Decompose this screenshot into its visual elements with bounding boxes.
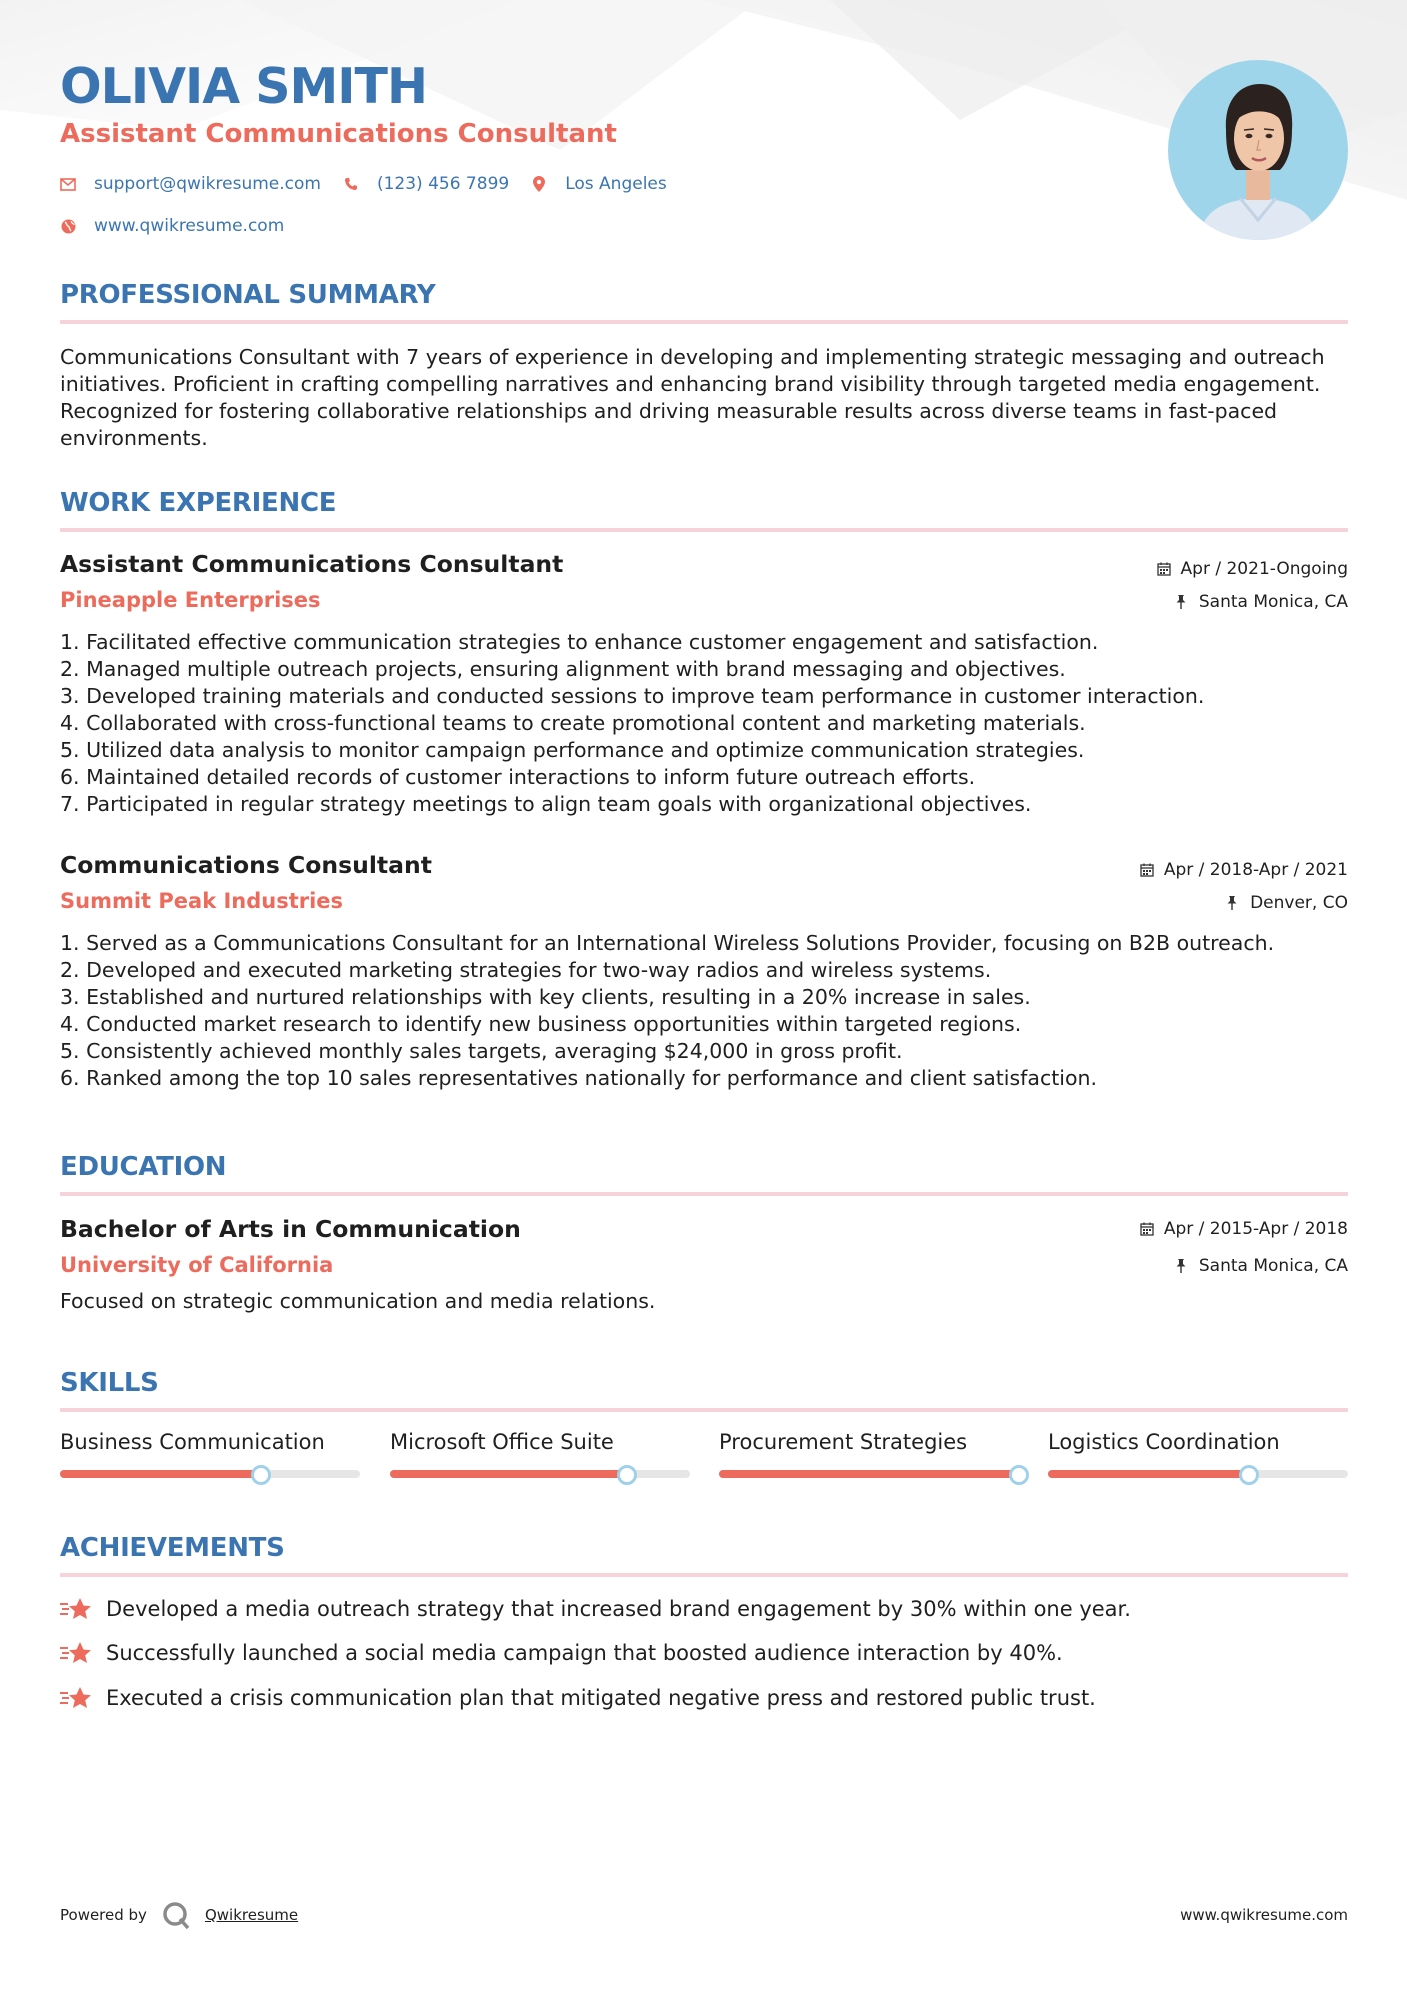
contact-row-primary <box>60 174 689 194</box>
achievement-text: Developed a media outreach strategy that increased brand engagement by 30% within one year. <box>106 1597 1131 1621</box>
qwikresume-link[interactable]: Qwikresume <box>204 1906 299 1924</box>
envelope-icon <box>60 176 76 192</box>
section-title-summary: PROFESSIONAL SUMMARY <box>60 280 436 310</box>
job-dates-text: Apr / 2021-Ongoing <box>1180 559 1348 579</box>
section-divider <box>60 1192 1348 1196</box>
list-item: 1. Served as a Communications Consultant for an International Wireless Solutions Provider, focusing on B2B outreach. <box>60 931 1275 955</box>
avatar-portrait-image <box>1168 60 1348 240</box>
education-dates-text: Apr / 2015-Apr / 2018 <box>1163 1219 1348 1239</box>
skill-level-knob <box>1239 1465 1259 1485</box>
list-item: 6. Ranked among the top 10 sales representatives nationally for performance and client satisfaction. <box>60 1066 1098 1090</box>
education-location <box>1175 1256 1348 1276</box>
skill-name: Logistics Coordination <box>1048 1430 1280 1454</box>
job-dates <box>1140 860 1348 880</box>
section-divider <box>60 528 1348 532</box>
skill-name: Business Communication <box>60 1430 325 1454</box>
skill-level-knob <box>1009 1465 1029 1485</box>
skill-level-bar <box>1048 1470 1348 1478</box>
section-title-experience: WORK EXPERIENCE <box>60 488 337 518</box>
list-item: 7. Participated in regular strategy meetings to align team goals with organizational objectives. <box>60 792 1032 816</box>
phone-icon <box>343 176 359 192</box>
star-badge-icon <box>60 1640 92 1666</box>
footer-branding <box>60 1900 298 1930</box>
globe-icon <box>60 218 76 234</box>
job-title: Communications Consultant <box>60 851 432 879</box>
job-dates <box>1157 559 1348 579</box>
skill-level-bar <box>60 1470 360 1478</box>
calendar-icon <box>1140 1222 1154 1236</box>
section-title-skills: SKILLS <box>60 1368 159 1398</box>
candidate-title: Assistant Communications Consultant <box>60 119 617 149</box>
achievement-text: Executed a crisis communication plan that mitigated negative press and restored public trust. <box>106 1686 1096 1710</box>
section-title-education: EDUCATION <box>60 1152 227 1182</box>
footer-website-link[interactable]: www.qwikresume.com <box>1180 1906 1348 1924</box>
skill-item <box>719 1430 1019 1454</box>
job-title: Assistant Communications Consultant <box>60 550 564 578</box>
star-badge-icon <box>60 1596 92 1622</box>
phone-number[interactable]: (123) 456 7899 <box>376 174 510 194</box>
location-text: Los Angeles <box>565 174 667 194</box>
section-divider <box>60 1573 1348 1577</box>
candidate-name: OLIVIA SMITH <box>60 58 427 115</box>
pushpin-icon <box>1175 1259 1189 1273</box>
achievement-item <box>60 1685 1096 1711</box>
calendar-icon <box>1140 863 1154 877</box>
education-dates <box>1140 1219 1348 1239</box>
skill-level-knob <box>251 1465 271 1485</box>
list-item: 5. Utilized data analysis to monitor campaign performance and optimize communication strategies. <box>60 738 1085 762</box>
school-name: University of California <box>60 1253 334 1277</box>
map-pin-icon <box>531 176 547 192</box>
job-location <box>1226 893 1348 913</box>
job-location-text: Santa Monica, CA <box>1198 592 1348 612</box>
skill-level-fill <box>719 1470 1019 1478</box>
list-item: 4. Collaborated with cross-functional teams to create promotional content and marketing materials. <box>60 711 1086 735</box>
list-item: 2. Managed multiple outreach projects, ensuring alignment with brand messaging and objectives. <box>60 657 1066 681</box>
skill-level-fill <box>1048 1470 1249 1478</box>
degree-title: Bachelor of Arts in Communication <box>60 1215 521 1243</box>
pushpin-icon <box>1226 896 1240 910</box>
education-location-text: Santa Monica, CA <box>1198 1256 1348 1276</box>
list-item: 5. Consistently achieved monthly sales targets, averaging $24,000 in gross profit. <box>60 1039 903 1063</box>
section-divider <box>60 1408 1348 1412</box>
email-link[interactable]: support@qwikresume.com <box>94 174 321 194</box>
job-location <box>1175 592 1348 612</box>
job-dates-text: Apr / 2018-Apr / 2021 <box>1163 860 1348 880</box>
website-link[interactable]: www.qwikresume.com <box>94 216 285 236</box>
list-item: 4. Conducted market research to identify new business opportunities within targeted regions. <box>60 1012 1022 1036</box>
avatar <box>1168 60 1348 240</box>
section-title-achievements: ACHIEVEMENTS <box>60 1533 285 1563</box>
list-item: 1. Facilitated effective communication strategies to enhance customer engagement and satisfaction. <box>60 630 1099 654</box>
powered-by-label: Powered by <box>60 1906 147 1924</box>
skill-item <box>60 1430 360 1454</box>
calendar-icon <box>1157 562 1171 576</box>
star-badge-icon <box>60 1685 92 1711</box>
education-description: Focused on strategic communication and media relations. <box>60 1289 656 1313</box>
job-company: Pineapple Enterprises <box>60 588 321 612</box>
list-item: 2. Developed and executed marketing strategies for two-way radios and wireless systems. <box>60 958 992 982</box>
skill-item <box>1048 1430 1348 1454</box>
skill-level-bar <box>719 1470 1019 1478</box>
summary-text: Communications Consultant with 7 years of experience in developing and implementing strategic messaging and outreach initiatives. Proficient in crafting compelling narratives and enhancing brand visibility through targeted media engagement. Recognized for fostering collaborative relationships and driving measurable results across diverse teams in fast-paced environments. <box>60 345 1325 450</box>
job-responsibilities-list <box>60 930 1350 1092</box>
pushpin-icon <box>1175 595 1189 609</box>
skill-level-fill <box>60 1470 261 1478</box>
skill-level-fill <box>390 1470 627 1478</box>
skill-item <box>390 1430 690 1454</box>
contact-row-secondary <box>60 216 306 236</box>
qwikresume-logo-icon <box>161 1900 191 1930</box>
skill-level-bar <box>390 1470 690 1478</box>
list-item: 6. Maintained detailed records of customer interactions to inform future outreach efforts. <box>60 765 976 789</box>
section-divider <box>60 320 1348 324</box>
job-responsibilities-list <box>60 629 1350 818</box>
skill-level-knob <box>617 1465 637 1485</box>
job-company: Summit Peak Industries <box>60 889 344 913</box>
list-item: 3. Developed training materials and conducted sessions to improve team performance in customer interaction. <box>60 684 1205 708</box>
skill-name: Microsoft Office Suite <box>390 1430 614 1454</box>
achievement-item <box>60 1640 1063 1666</box>
list-item: 3. Established and nurtured relationships with key clients, resulting in a 20% increase in sales. <box>60 985 1031 1009</box>
achievement-item <box>60 1596 1131 1622</box>
skill-name: Procurement Strategies <box>719 1430 968 1454</box>
achievement-text: Successfully launched a social media campaign that boosted audience interaction by 40%. <box>106 1641 1063 1665</box>
job-location-text: Denver, CO <box>1250 893 1348 913</box>
